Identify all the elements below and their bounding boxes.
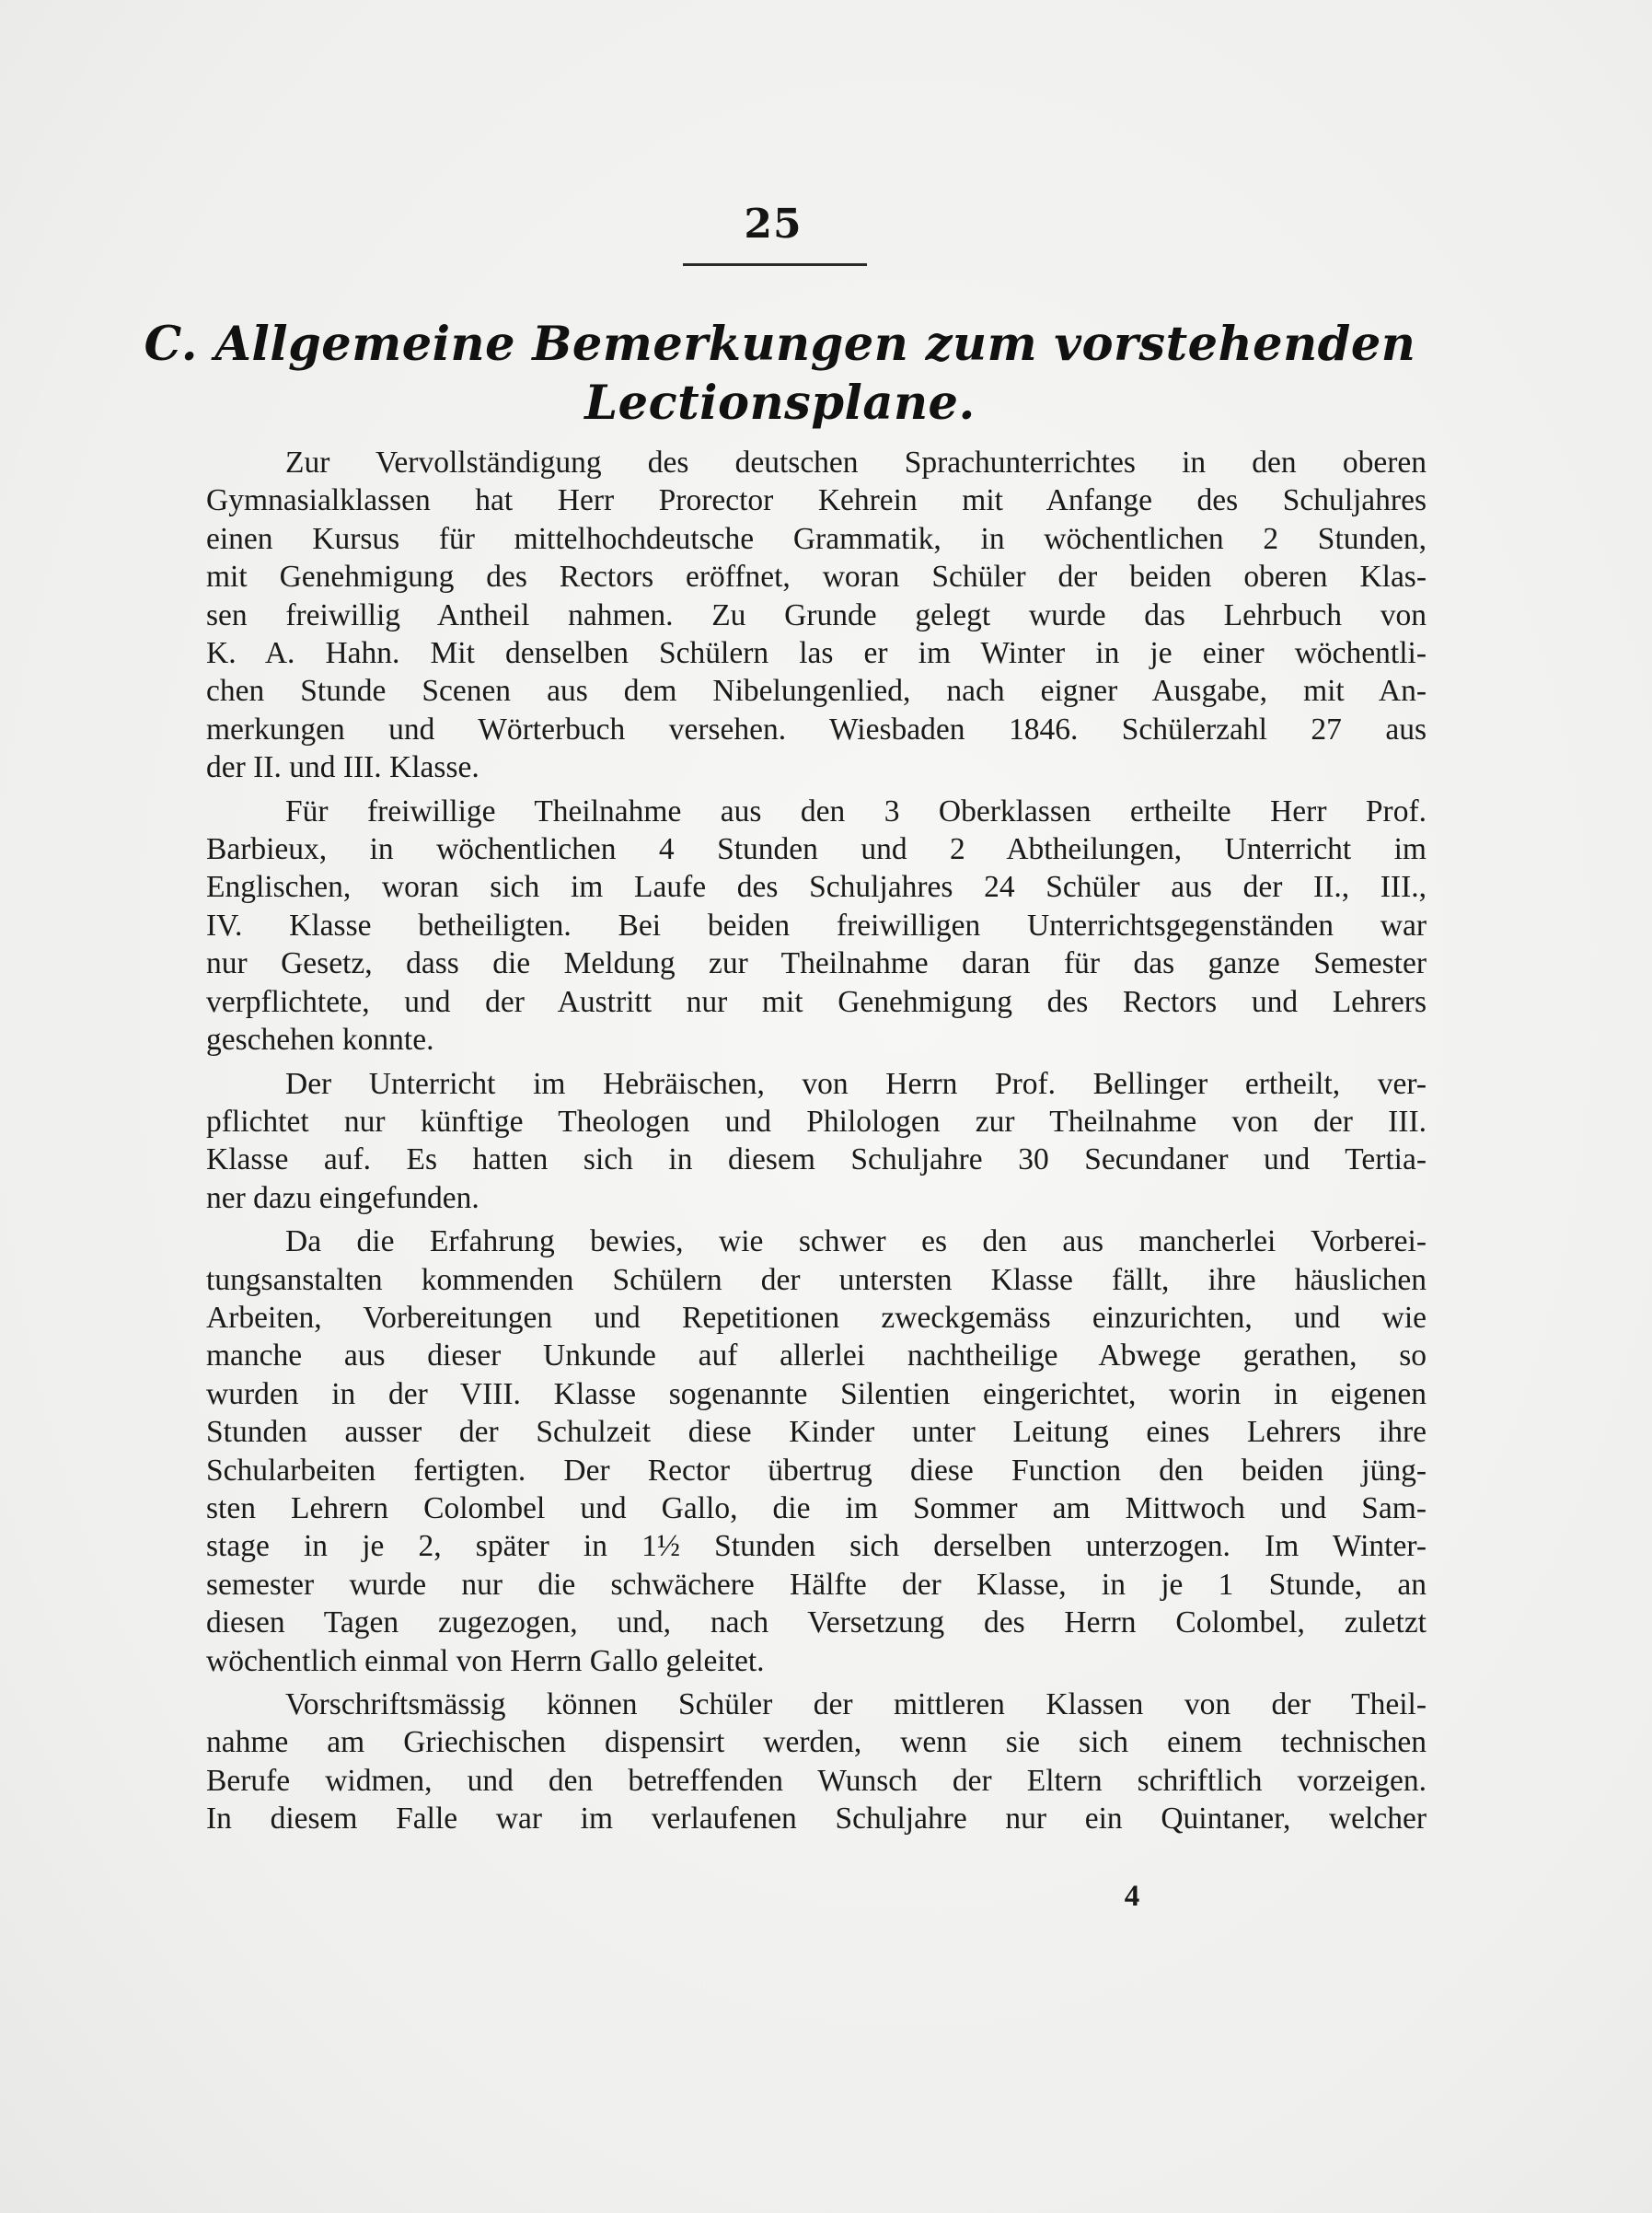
text-line: stage in je 2, später in 1½ Stunden sich derselben unterzogen. Im Winter-	[206, 1529, 1427, 1564]
section-heading-line-1: C. Allgemeine Bemerkungen zum vorstehenden	[144, 317, 1416, 372]
text-line: verpflichtete, und der Austritt nur mit Genehmigung des Rectors und Lehrers	[206, 984, 1427, 1019]
text-line: Da die Erfahrung bewies, wie schwer es den aus mancherlei Vorberei-	[285, 1224, 1427, 1259]
section-heading	[129, 315, 1431, 433]
text-line: sen freiwillig Antheil nahmen. Zu Grunde gelegt wurde das Lehrbuch von	[206, 597, 1427, 632]
text-line: diesen Tagen zugezogen, und, nach Versetzung des Herrn Colombel, zuletzt	[206, 1605, 1427, 1640]
text-line: tungsanstalten kommenden Schülern der untersten Klasse fällt, ihre häuslichen	[206, 1262, 1427, 1297]
text-line: semester wurde nur die schwächere Hälfte der Klasse, in je 1 Stunde, an	[206, 1567, 1427, 1602]
text-line: Englischen, woran sich im Laufe des Schuljahres 24 Schüler aus der II., III.,	[206, 870, 1427, 905]
text-line: Arbeiten, Vorbereitungen und Repetitionen zweckgemäss einzurichten, und wie	[206, 1300, 1427, 1335]
paragraph-2	[127, 793, 1427, 1060]
text-line: Zur Vervollständigung des deutschen Sprachunterrichtes in den oberen	[285, 446, 1427, 480]
text-line: manche aus dieser Unkunde auf allerlei nachtheilige Abwege gerathen, so	[206, 1338, 1427, 1373]
text-line: wöchentlich einmal von Herrn Gallo geleitet.	[206, 1643, 765, 1678]
text-line: nur Gesetz, dass die Meldung zur Theilnahme daran für das ganze Semester	[206, 946, 1427, 981]
paragraph-3	[127, 1065, 1427, 1218]
text-line: Barbieux, in wöchentlichen 4 Stunden und 2 Abtheilungen, Unterricht im	[206, 832, 1427, 867]
text-line: geschehen konnte.	[206, 1023, 434, 1058]
text-line: der II. und III. Klasse.	[206, 750, 479, 785]
paragraph-4	[127, 1222, 1427, 1680]
text-line: Für freiwillige Theilnahme aus den 3 Oberklassen ertheilte Herr Prof.	[285, 794, 1427, 828]
text-line: merkungen und Wörterbuch versehen. Wiesbaden 1846. Schülerzahl 27 aus	[206, 712, 1427, 747]
text-line: In diesem Falle war im verlaufenen Schuljahre nur ein Quintaner, welcher	[206, 1802, 1427, 1836]
text-line: Berufe widmen, und den betreffenden Wunsch der Eltern schriftlich vorzeigen.	[206, 1763, 1427, 1798]
text-line: Stunden ausser der Schulzeit diese Kinder unter Leitung eines Lehrers ihre	[206, 1415, 1427, 1450]
text-line: chen Stunde Scenen aus dem Nibelungenlied, nach eigner Ausgabe, mit An-	[206, 674, 1427, 709]
text-line: Der Unterricht im Hebräischen, von Herrn Prof. Bellinger ertheilt, ver-	[285, 1066, 1427, 1101]
text-line: sten Lehrern Colombel und Gallo, die im Sommer am Mittwoch und Sam-	[206, 1490, 1427, 1525]
text-line: IV. Klasse betheiligten. Bei beiden freiwilligen Unterrichtsgegenständen war	[206, 908, 1427, 943]
text-line: Vorschriftsmässig können Schüler der mittleren Klassen von der Theil-	[285, 1687, 1427, 1721]
text-line: Schularbeiten fertigten. Der Rector übertrug diese Function den beiden jüng-	[206, 1453, 1427, 1488]
text-line: mit Genehmigung des Rectors eröffnet, woran Schüler der beiden oberen Klas-	[206, 560, 1427, 595]
text-line: pflichtet nur künftige Theologen und Philologen zur Theilnahme von der III.	[206, 1104, 1427, 1139]
text-line: einen Kursus für mittelhochdeutsche Grammatik, in wöchentlichen 2 Stunden,	[206, 521, 1427, 556]
paragraph-1	[127, 444, 1427, 787]
text-line: wurden in der VIII. Klasse sogenannte Silentien eingerichtet, worin in eigenen	[206, 1376, 1427, 1411]
section-heading-line-2: Lectionsplane.	[584, 376, 976, 431]
paragraph-5	[127, 1686, 1427, 1838]
signature-mark: 4	[1124, 1880, 1140, 1913]
text-line: Gymnasialklassen hat Herr Prorector Kehrein mit Anfange des Schuljahres	[206, 483, 1427, 518]
text-line: nahme am Griechischen dispensirt werden, wenn sie sich einem technischen	[206, 1725, 1427, 1760]
text-line: ner dazu eingefunden.	[206, 1180, 479, 1215]
body-text	[127, 444, 1427, 1844]
text-line: Klasse auf. Es hatten sich in diesem Schuljahre 30 Secundaner und Tertia-	[206, 1142, 1427, 1177]
text-line: K. A. Hahn. Mit denselben Schülern las er im Winter in je einer wöchentli-	[206, 636, 1427, 671]
page-number-rule	[683, 263, 867, 266]
page-number: 25	[744, 201, 803, 248]
